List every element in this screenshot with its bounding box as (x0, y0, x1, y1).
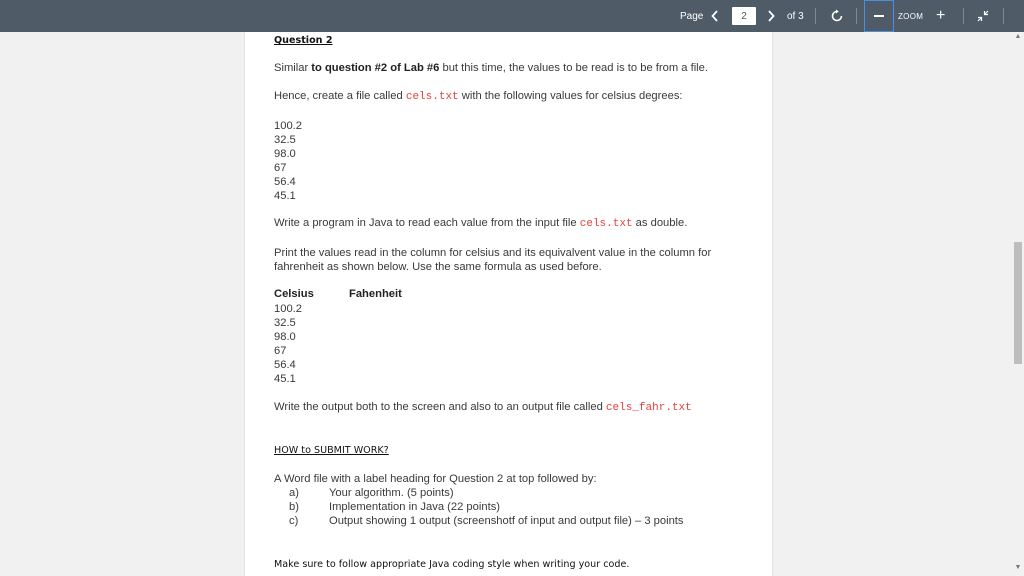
value-item: 32.5 (274, 134, 296, 146)
list-item-text: Your algorithm. (5 points) (329, 487, 454, 499)
paragraph-create-file (274, 90, 683, 103)
list-item-label: a) (289, 487, 299, 499)
create-text-pre: Hence, create a file called (274, 90, 406, 102)
viewer-toolbar (0, 0, 1024, 32)
intro-text-post: but this time, the values to be read is to be from a file. (439, 62, 708, 74)
read-text-pre: Write a program in Java to read each value from the input file (274, 217, 580, 229)
zoom-in-button[interactable] (936, 0, 945, 32)
paragraph-print-line2: fahrenheit as shown below. Use the same formula as used before. (274, 261, 602, 273)
toolbar-divider (815, 8, 816, 24)
table-value: 32.5 (274, 317, 296, 329)
rotate-button[interactable] (830, 0, 844, 32)
table-value: 98.0 (274, 331, 296, 343)
list-item-text: Output showing 1 output (screenshotf of input and output file) – 3 points (329, 515, 684, 527)
read-text-post: as double. (632, 217, 688, 229)
minus-icon (874, 15, 884, 17)
list-item (274, 487, 754, 501)
table-value: 67 (274, 345, 287, 357)
output-filename: cels_fahr.txt (605, 402, 692, 414)
input-filename: cels.txt (405, 91, 459, 103)
value-item: 56.4 (274, 176, 296, 188)
fit-page-button[interactable] (977, 0, 989, 32)
prev-page-button[interactable] (711, 0, 719, 32)
plus-icon: + (936, 7, 946, 24)
next-page-button[interactable] (767, 0, 775, 32)
column-header-celsius (274, 288, 314, 300)
page-label: Page (680, 10, 704, 22)
celsius-header-text: Celsius (274, 288, 314, 300)
zoom-out-button[interactable] (864, 0, 894, 32)
input-filename: cels.txt (579, 218, 633, 230)
column-header-fahrenheit (349, 288, 402, 300)
paragraph-print-line1: Print the values read in the column for celsius and its equivalvent value in the column for (274, 247, 712, 259)
scroll-down-arrow-icon[interactable]: ▼ (1014, 564, 1022, 571)
list-item (274, 515, 754, 529)
fahrenheit-header-text: Fahenheit (349, 288, 402, 300)
document-page (244, 32, 773, 576)
list-item (274, 501, 754, 515)
value-item: 98.0 (274, 148, 296, 160)
intro-text-bold: to question #2 of Lab #6 (311, 62, 440, 74)
table-value: 45.1 (274, 373, 296, 385)
toolbar-divider (1003, 8, 1004, 24)
scroll-up-arrow-icon[interactable]: ▲ (1014, 33, 1022, 40)
paragraph-intro (274, 62, 708, 74)
value-item: 67 (274, 162, 287, 174)
intro-text-pre: Similar (274, 62, 312, 74)
submit-intro: A Word file with a label heading for Question 2 at top followed by: (274, 473, 597, 485)
output-text-pre: Write the output both to the screen and also to an output file called (274, 401, 606, 413)
paragraph-read-file (274, 217, 687, 230)
table-value: 100.2 (274, 303, 302, 315)
paragraph-output (274, 401, 692, 414)
submit-heading: HOW to SUBMIT WORK? (274, 445, 389, 456)
page-count: of 3 (787, 10, 804, 22)
list-item-label: b) (289, 501, 299, 513)
list-item-label: c) (289, 515, 299, 527)
chevron-left-icon (711, 10, 719, 22)
page-number-input[interactable]: 2 (732, 7, 756, 25)
footer-note: Make sure to follow appropriate Java coding style when writing your code. (274, 559, 630, 570)
collapse-arrows-icon (977, 10, 989, 22)
create-text-post: with the following values for celsius degrees: (458, 90, 683, 102)
toolbar-divider (856, 8, 857, 24)
question-heading: Question 2 (274, 35, 333, 46)
table-value: 56.4 (274, 359, 296, 371)
scrollbar-thumb[interactable] (1014, 242, 1022, 364)
zoom-label: ZOOM (898, 11, 924, 21)
toolbar-divider (963, 8, 964, 24)
list-item-text: Implementation in Java (22 points) (329, 501, 501, 513)
value-item: 45.1 (274, 190, 296, 202)
value-item: 100.2 (274, 120, 302, 132)
chevron-right-icon (767, 10, 775, 22)
rotate-icon (830, 9, 844, 23)
